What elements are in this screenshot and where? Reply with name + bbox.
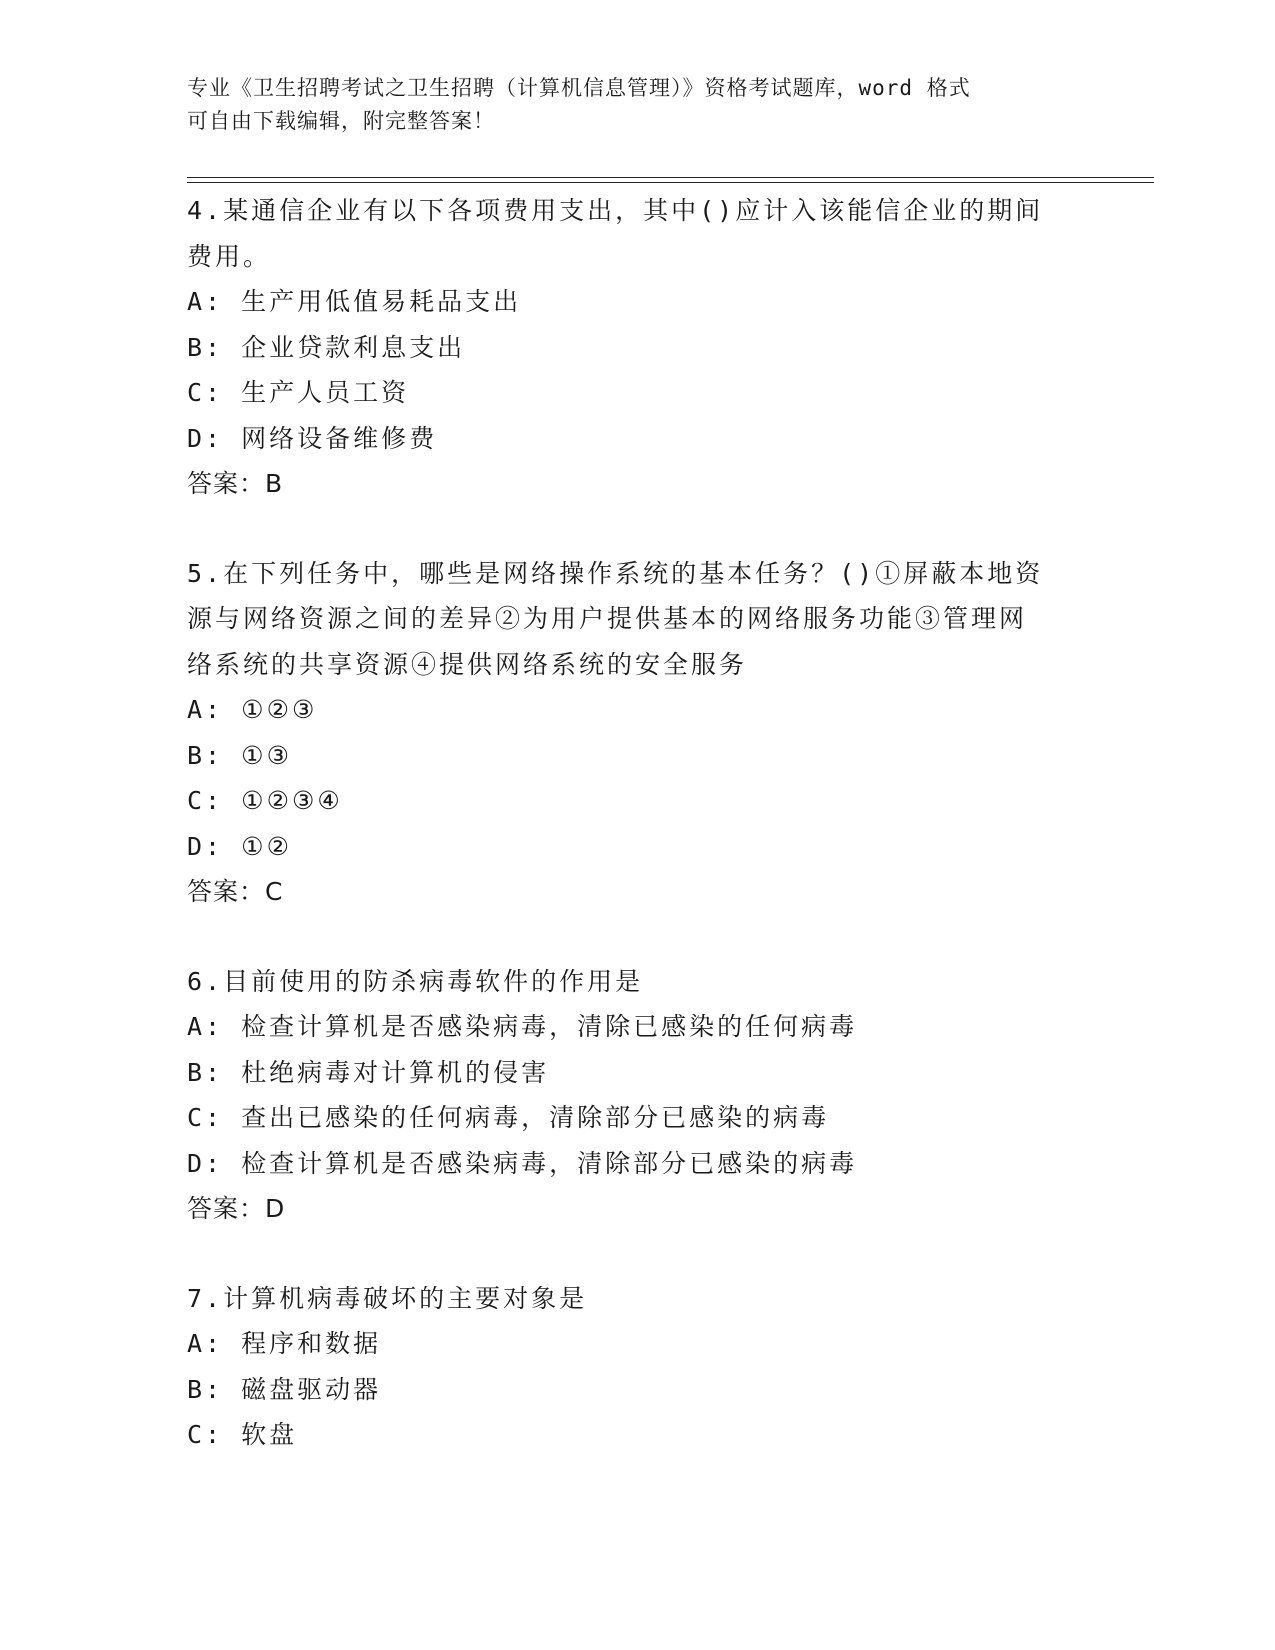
option-d [187, 824, 1067, 870]
option-letter: D: [187, 1148, 224, 1178]
question-6 [187, 959, 1067, 1232]
question-7 [187, 1276, 1067, 1458]
option-letter: D: [187, 423, 224, 453]
option-c [187, 1095, 1067, 1141]
option-a [187, 1004, 1067, 1050]
option-a [187, 279, 1067, 325]
question-text-line: 费用。 [187, 241, 272, 271]
option-letter: B: [187, 332, 224, 362]
option-text: 磁盘驱动器 [241, 1374, 382, 1404]
option-letter: A: [187, 287, 224, 316]
option-text: 检查计算机是否感染病毒，清除部分已感染的病毒 [241, 1148, 858, 1178]
question-text-line: 7.计算机病毒破坏的主要对象是 [187, 1283, 588, 1313]
header-divider-top [187, 177, 1154, 178]
option-b [187, 733, 1067, 779]
question-text-line: 络系统的共享资源④提供网络系统的安全服务 [187, 649, 748, 679]
option-letter: C: [187, 378, 224, 407]
option-letter: D: [187, 831, 224, 861]
document-header [187, 72, 1067, 138]
option-text: 程序和数据 [241, 1329, 382, 1358]
option-text: 企业贷款利息支出 [241, 332, 466, 362]
option-d [187, 1141, 1067, 1187]
option-letter: C: [187, 1420, 224, 1449]
option-text: ①②③④ [241, 786, 343, 815]
option-c [187, 1412, 1067, 1458]
option-letter: C: [187, 1103, 224, 1132]
question-text-line: 源与网络资源之间的差异②为用户提供基本的网络服务功能③管理网 [187, 604, 1028, 633]
option-text: 检查计算机是否感染病毒，清除已感染的任何病毒 [241, 1012, 858, 1041]
header-line-2: 可自由下载编辑，附完整答案！ [187, 109, 495, 133]
option-b [187, 1050, 1067, 1096]
option-text: 查出已感染的任何病毒，清除部分已感染的病毒 [241, 1103, 830, 1132]
answer-line: 答案：C [187, 877, 284, 906]
option-text: ①②③ [241, 695, 318, 724]
option-a [187, 687, 1067, 733]
option-d [187, 416, 1067, 462]
option-letter: B: [187, 1374, 224, 1404]
question-5 [187, 551, 1067, 915]
option-a [187, 1321, 1067, 1367]
question-4 [187, 188, 1067, 507]
option-letter: B: [187, 1057, 224, 1087]
option-text: 生产人员工资 [241, 378, 410, 407]
question-text-line: 4.某通信企业有以下各项费用支出，其中()应计入该能信企业的期间 [187, 196, 1044, 225]
question-list [187, 188, 1067, 1458]
option-text: 生产用低值易耗品支出 [241, 287, 522, 316]
option-letter: B: [187, 740, 224, 770]
header-divider-bottom [187, 182, 1154, 183]
question-text-line: 6.目前使用的防杀病毒软件的作用是 [187, 966, 644, 996]
option-text: ①② [241, 831, 292, 861]
option-b [187, 1367, 1067, 1413]
option-letter: A: [187, 695, 224, 724]
option-letter: C: [187, 786, 224, 815]
option-letter: A: [187, 1329, 224, 1358]
option-c [187, 370, 1067, 416]
question-text-line: 5.在下列任务中，哪些是网络操作系统的基本任务？()①屏蔽本地资 [187, 558, 1044, 588]
option-text: 软盘 [241, 1420, 298, 1449]
answer-line: 答案：D [187, 1194, 286, 1223]
option-text: ①③ [241, 740, 292, 770]
option-text: 杜绝病毒对计算机的侵害 [241, 1057, 550, 1087]
option-c [187, 778, 1067, 824]
option-letter: A: [187, 1012, 224, 1041]
answer-line: 答案：B [187, 469, 284, 498]
option-text: 网络设备维修费 [241, 423, 438, 453]
option-b [187, 325, 1067, 371]
header-line-1: 专业《卫生招聘考试之卫生招聘（计算机信息管理）》资格考试题库，word 格式 [187, 76, 971, 100]
